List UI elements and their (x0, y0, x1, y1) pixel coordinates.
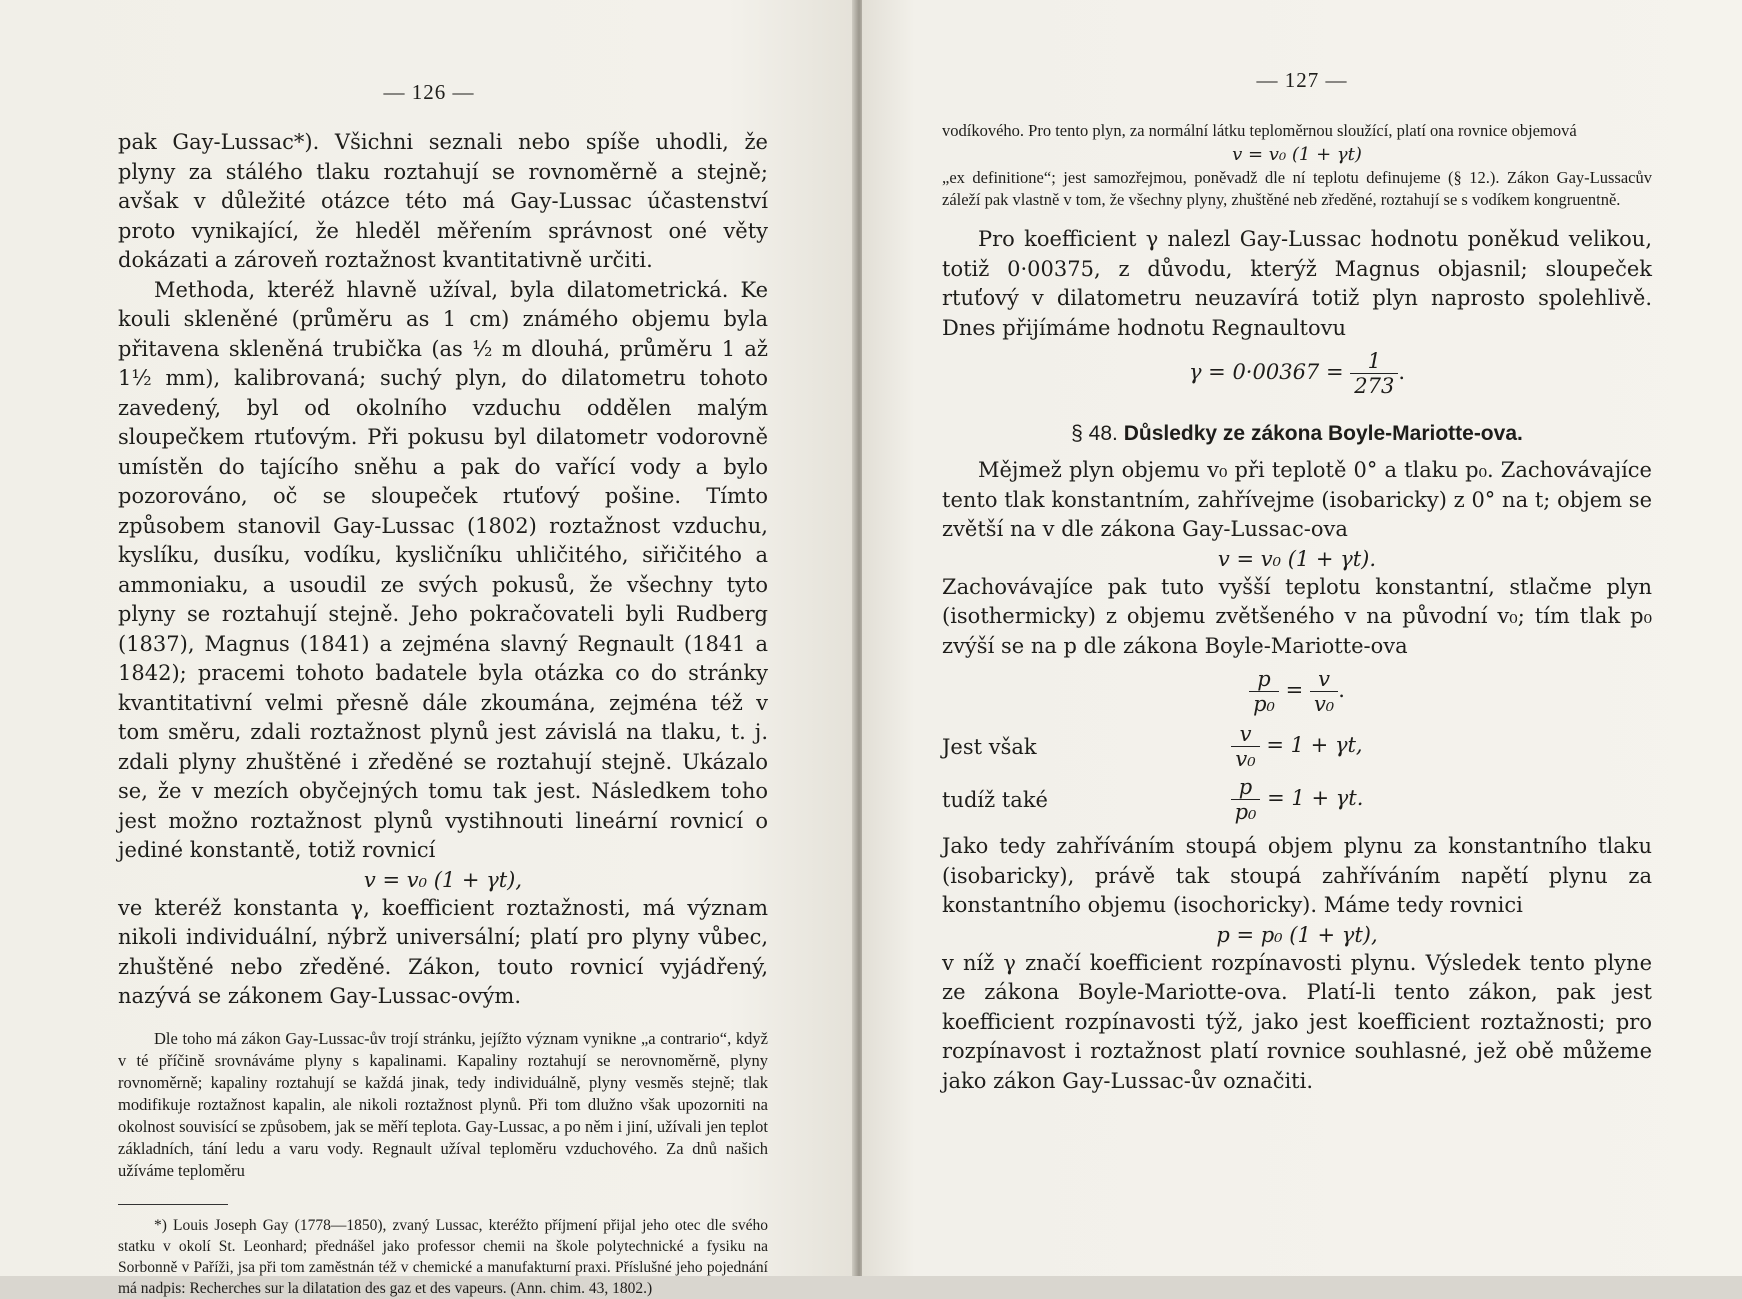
equation-isochoric: p = p₀ (1 + γt), (1216, 922, 1378, 947)
equation-gay-lussac: v = v₀ (1 + γt), (363, 867, 523, 892)
left-text-column (118, 128, 768, 1299)
row-tudiz-take (942, 775, 1652, 824)
equals-sign: = (1285, 678, 1304, 702)
footnote: *) Louis Joseph Gay (1778—1850), zvaný Lussac, kteréžto příjmení přijal jeho otec dle svého statku v okolí St. Leonhard; přednášel jako professor chemii na škole polytechnické a fysiku na Sorbonně v Paříži, jsa při tom zaměstnán též v chemické a manufakturní praxi. Příslušné jeho pojednání má nadpis: Recherches sur la dilatation des gaz et des vapeurs. (Ann. chim. 43, 1802.) (118, 1216, 768, 1297)
section-heading (942, 422, 1652, 446)
equation-v-ratio (1052, 722, 1542, 771)
fraction-numerator: 1 (1350, 349, 1398, 374)
paragraph-v-niz: v níž γ značí koefficient rozpínavosti plynu. Výsledek tento plyne ze zákona Boyle-Mariotte-ova. Platí-li tento zákon, pak jest koefficient rozpínavosti týž, jako jest koefficient roztažnosti; pro rozpínavost i roztažnost platí rovnice souhlasné, jež obě můžeme jako zákon Gay-Lussac-ův označiti. (942, 950, 1652, 1093)
equation-boyle-ratio (942, 667, 1652, 716)
equation-gamma (942, 349, 1652, 398)
right-page (862, 0, 1742, 1276)
paragraph-zachovavajice: Zachovávajíce pak tuto vyšší teplotu konstantní, stlačme plyn (isothermicky) z objemu zvětšeného v na původní v₀; tím tlak p₀ zvýší se na p dle zákona Boyle-Mariotte-ova (942, 574, 1652, 658)
paragraph-konstanta: ve kteréž konstanta γ, koefficient roztažnosti, má význam nikoli individuální, nýbrž universální; platí pro plyny vůbec, zhuštěné nebo zředěné. Zákon, touto rovnicí vyjádřený, nazývá se zákonem Gay-Lussac-ovým. (118, 895, 768, 1008)
paragraph-small-continued: vodíkového. Pro tento plyn, za normální látku teploměrnou sloužící, platí ona rovnice objemová (942, 121, 1577, 140)
section-title: Důsledky ze zákona Boyle-Mariotte-ova. (1123, 422, 1523, 445)
fraction-v-v0 (1310, 667, 1338, 716)
paragraph-small-note: Dle toho má zákon Gay-Lussac-ův trojí stránku, jejížto význam vynikne „a contrario“, když v té příčině srovnáváme plyny s kapalinami. Kapaliny roztahují se nerovnoměrně, plyny rovnoměrně; kapaliny roztahují se každá jinak, tedy individuálně, plyny vesměs stejně; tlak modifikuje roztažnost kapalin, ale nikoli roztažnost plynů. Při tom dlužno však upozorniti na okolnost souvisící se způsobem, jak se měří teplota. Gay-Lussac, a po něm i jiní, užívali jen teplot základních, tání ledu a varu vody. Regnault užíval teploměru vzduchového. Za dnů našich užíváme teploměru (118, 1028, 768, 1180)
equation-isobaric: v = v₀ (1 + γt). (1217, 546, 1377, 571)
equation-p-ratio (1052, 775, 1542, 824)
paragraph-methoda: Methoda, kteréž hlavně užíval, byla dilatometrická. Ke kouli skleněné (průměru as 1 cm) známého objemu byla přitavena skleněná trubička (as ½ m dlouhá, průměru 1 až 1½ mm), kalibrovaná; suchý plyn, do dilatometru tohoto zavedený, byl od okolního vzduchu oddělen malým sloupečkem rtuťovým. Při pokusu byl dilatometr vodorovně umístěn do tajícího sněhu a pak do vařící vody a bylo pozorováno, oč se sloupeček rtuťový pošine. Tímto způsobem stanovil Gay-Lussac (1802) roztažnost vzduchu, kyslíku, dusíku, vodíku, kysličníku uhličitého, siřičitého a ammoniaku, a usoudil ze svých pokusů, že všechny tyto plyny se roztahují stejně. Jeho pokračovateli byli Rudberg (1837), Magnus (1841) a zejména slavný Regnault (1841 a 1842); pracemi tohoto badatele byla otázka co do stránky kvantitativní velmi přesně dále zkoumána, zejména též v tom směru, zdali roztažnost plynů jest závislá na tlaku, t. j. zdali plyny zhuštěné i zředěné se roztahují stejně. Ukázalo se, že v mezích obyčejných tomu tak jest. Následkem toho jest možno roztažnost plynů vystihnouti lineární rovnicí o jediné konstantě, totiž rovnicí (118, 277, 768, 862)
right-text-column (942, 120, 1652, 1096)
equation-gamma-end: . (1398, 360, 1406, 384)
fraction-v2-den: v₀ (1235, 747, 1256, 771)
page-number-126: — 126 — (383, 80, 475, 104)
fraction-p-p0-2 (1231, 775, 1261, 824)
footnote-divider (118, 1204, 228, 1205)
page-number-127: — 127 — (1256, 68, 1348, 92)
fraction-v-v0-2 (1231, 722, 1259, 771)
paragraph-koefficient: Pro koefficient γ nalezl Gay-Lussac hodnotu poněkud velikou, totiž 0·00375, z důvodu, kterýž Magnus objasnil; sloupeček rtuťový v dilatometru neuzavírá totiž plyn naprosto spolehlivě. Dnes přijímáme hodnotu Regnaultovu (942, 227, 1652, 340)
fraction-1-273 (1350, 349, 1398, 398)
fraction-v-den: v₀ (1313, 692, 1335, 716)
fraction-p-den: p₀ (1253, 692, 1275, 716)
fraction-v2-num: v (1231, 722, 1259, 747)
fraction-p-num: p (1249, 667, 1279, 692)
equation-end-dot: . (1338, 678, 1345, 702)
paragraph-intro: pak Gay-Lussac*). Všichni seznali nebo spíše uhodli, že plyny za stálého tlaku roztahují se rovnoměrně a stejně; avšak v důležité otázce této má Gay-Lussac účastenství proto vynikající, že hleděl měřením správnost oné věty dokázati a zároveň roztažnost kvantitativně určiti. (118, 130, 768, 272)
row-jest-vsak (942, 722, 1652, 771)
equation-definition: v = v₀ (1 + γt) (1232, 144, 1362, 165)
fraction-p-p0 (1249, 667, 1279, 716)
fraction-p2-den: p₀ (1234, 800, 1257, 824)
paragraph-small-definition: „ex definitione“; jest samozřejmou, poněvadž dle ní teplotu definujeme (§ 12.). Zákon Gay-Lussacův záleží pak vlastně v tom, že všechny plyny, zhuštěné neb zředěné, roztahují se s vodíkem kongruentně. (942, 168, 1652, 209)
equation-p-rest: = 1 + γt. (1267, 786, 1364, 810)
left-page (0, 0, 858, 1297)
equation-gamma-left: γ = 0·00367 = (1188, 360, 1344, 384)
fraction-v-num: v (1310, 667, 1338, 692)
label-tudiz-take: tudíž také (942, 787, 1048, 812)
paragraph-mejmez: Mějmež plyn objemu v₀ při teplotě 0° a tlaku p₀. Zachovávajíce tento tlak konstantním, zahřívejme (isobaricky) z 0° na t; objem se zvětší na v dle zákona Gay-Lussac-ova (942, 458, 1652, 541)
fraction-denominator: 273 (1354, 374, 1395, 398)
equation-v-rest: = 1 + γt, (1266, 733, 1363, 757)
label-jest-vsak: Jest však (942, 734, 1037, 759)
paragraph-jako-tedy: Jako tedy zahříváním stoupá objem plynu za konstantního tlaku (isobaricky), právě tak stoupá zahříváním napětí plynu za konstantního objemu (isochoricky). Máme tedy rovnici (942, 834, 1652, 917)
section-number: § 48. (1071, 422, 1118, 445)
fraction-p2-num: p (1231, 775, 1261, 800)
